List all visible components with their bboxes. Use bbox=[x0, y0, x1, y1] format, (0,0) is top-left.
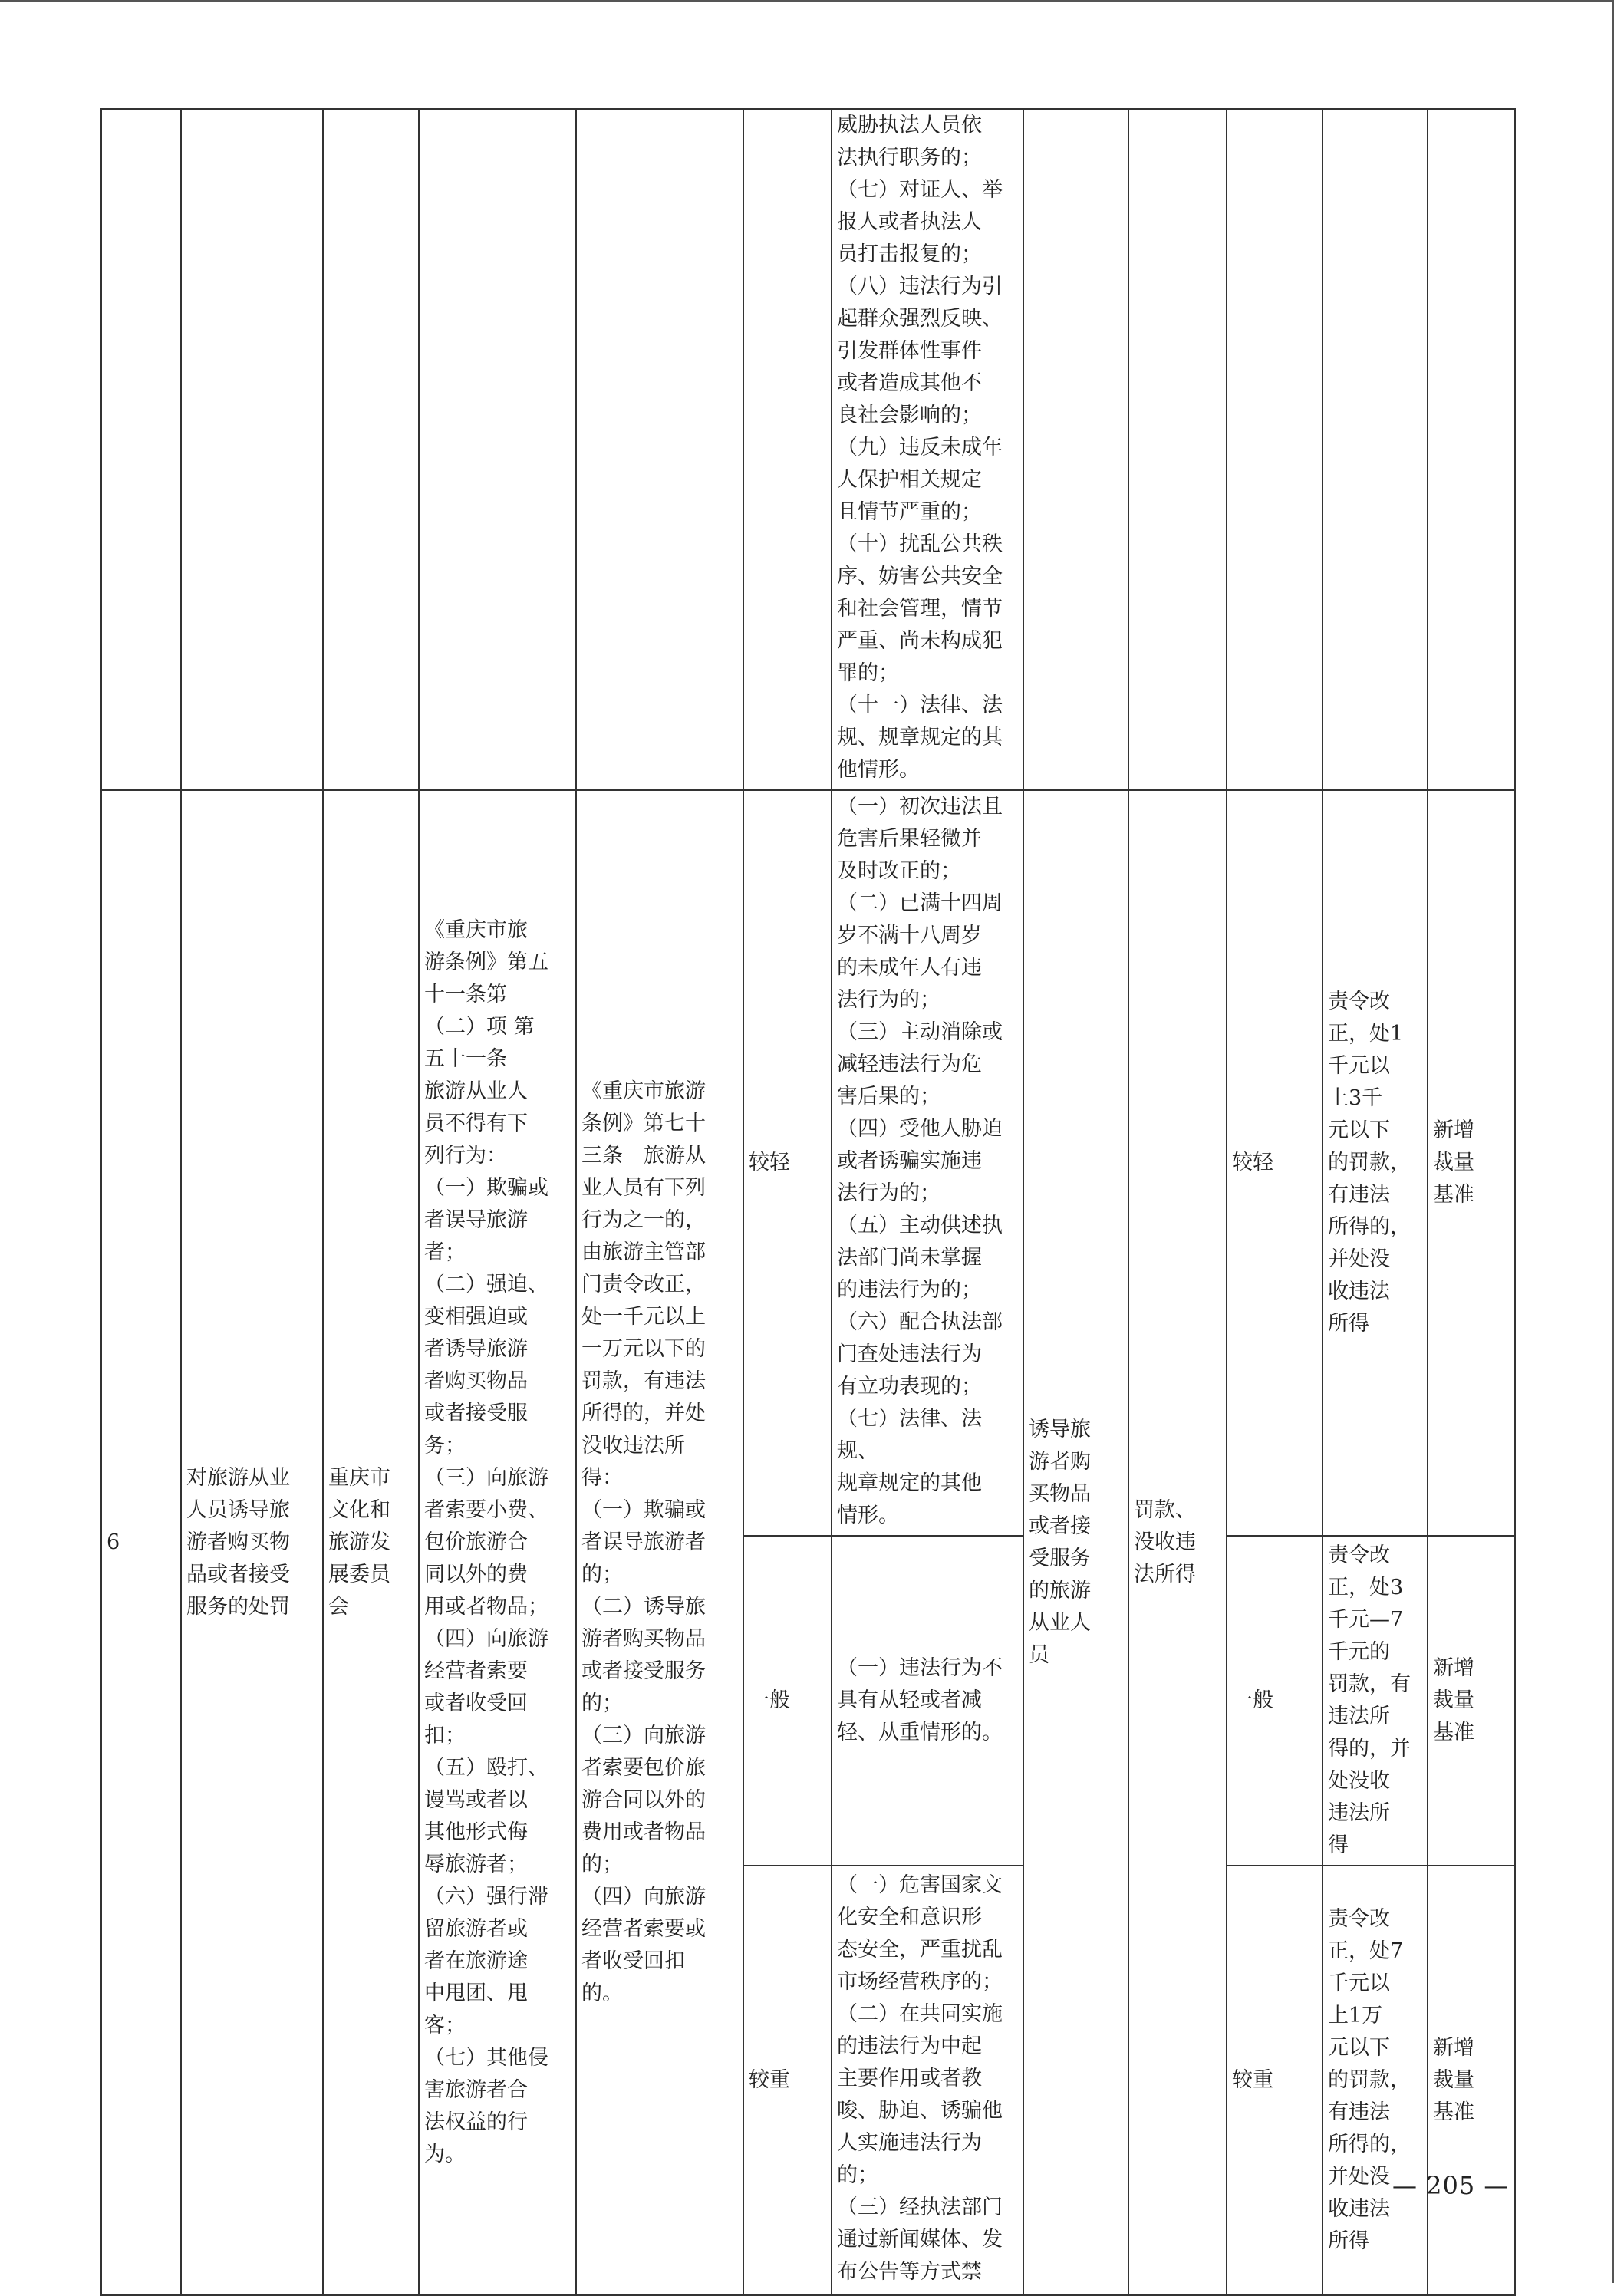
text-line: （一）欺骗或 bbox=[424, 1176, 548, 1200]
text-line: （七）其他侵 bbox=[424, 2046, 548, 2070]
text-line: （三）向旅游 bbox=[581, 1724, 706, 1748]
cell-empty bbox=[1227, 109, 1322, 790]
text-line: 谩骂或者以 bbox=[424, 1788, 528, 1812]
text-line: 人保护相关规定 bbox=[837, 468, 982, 492]
text-line: 责令改 bbox=[1328, 1907, 1390, 1931]
remark-cell bbox=[1428, 1536, 1515, 1866]
text-line: 新增 bbox=[1433, 1118, 1474, 1142]
text-line: 态安全，严重扰乱 bbox=[837, 1938, 1003, 1962]
text-line: 经营者索要或 bbox=[581, 1917, 706, 1941]
text-line: 买物品 bbox=[1029, 1482, 1091, 1506]
text-line: 危害后果轻微并 bbox=[837, 827, 982, 851]
text-line: 唆、胁迫、诱骗他 bbox=[837, 2099, 1003, 2123]
text-line: 没收违法所 bbox=[581, 1434, 685, 1458]
text-line: 所得的， bbox=[1328, 1215, 1411, 1239]
text-line: 或者收受回 bbox=[424, 1692, 528, 1715]
text-line: 千元以 bbox=[1328, 1972, 1390, 1995]
text-line: 者购买物品 bbox=[424, 1369, 528, 1393]
cell-empty bbox=[1428, 109, 1515, 790]
text-line: （十）扰乱公共秩 bbox=[837, 532, 1003, 556]
cell-empty bbox=[181, 109, 323, 790]
text-line: 的； bbox=[581, 1692, 623, 1715]
text-line: 者误导旅游者 bbox=[581, 1530, 706, 1554]
text-line: 者误导旅游 bbox=[424, 1208, 528, 1232]
text-line: 游者购买物 bbox=[186, 1530, 290, 1554]
text-line: 员 bbox=[1029, 1643, 1049, 1667]
text-line: 市场经营秩序的； bbox=[837, 1970, 1003, 1994]
text-line: 责令改 bbox=[1328, 990, 1390, 1013]
row-number: 6 bbox=[101, 790, 181, 2295]
text-line: 法所得 bbox=[1134, 1563, 1196, 1586]
text-line: （一）违法行为不 bbox=[837, 1656, 1003, 1680]
text-line: 旅游发 bbox=[328, 1530, 390, 1554]
text-line: 或者诱骗实施违 bbox=[837, 1149, 982, 1173]
text-line: 得的，并 bbox=[1328, 1737, 1411, 1761]
standard-cell bbox=[1322, 1536, 1428, 1866]
text-line: 的未成年人有违 bbox=[837, 956, 982, 980]
text-line: 由旅游主管部 bbox=[581, 1240, 706, 1264]
text-line: 法执行职务的； bbox=[837, 146, 982, 170]
text-line: 裁量 bbox=[1433, 1688, 1474, 1712]
text-line: 游条例》第五 bbox=[424, 950, 548, 974]
text-line: 员不得有下 bbox=[424, 1112, 528, 1135]
text-line: 五十一条 bbox=[424, 1047, 507, 1071]
text-line: 业人员有下列 bbox=[581, 1176, 706, 1200]
text-line: 所得 bbox=[1328, 1312, 1369, 1336]
text-line: 中甩团、甩 bbox=[424, 1981, 528, 2005]
cell-empty bbox=[419, 109, 576, 790]
text-line: 得： bbox=[581, 1466, 623, 1490]
text-line: 者； bbox=[424, 1240, 466, 1264]
text-line: 受服务 bbox=[1029, 1547, 1091, 1570]
text-line: 罚款，有违法 bbox=[581, 1369, 706, 1393]
text-line: （六）强行滞 bbox=[424, 1885, 548, 1909]
text-line: 的违法行为中起 bbox=[837, 2034, 982, 2058]
text-line: 辱旅游者； bbox=[424, 1853, 528, 1876]
text-line: （八）违法行为引 bbox=[837, 275, 1003, 298]
text-line: 三条 旅游从 bbox=[581, 1144, 706, 1168]
text-line: 重庆市 bbox=[328, 1466, 390, 1490]
text-line: 具有从轻或者减 bbox=[837, 1688, 982, 1712]
text-line: 有违法 bbox=[1328, 1183, 1390, 1207]
text-line: 游者购 bbox=[1029, 1450, 1091, 1474]
text-line: 裁量 bbox=[1433, 2068, 1474, 2092]
text-line: 千元的 bbox=[1328, 1640, 1390, 1664]
text-line: （七）法律、法规、 bbox=[837, 1407, 982, 1463]
text-line: 规、规章规定的其 bbox=[837, 726, 1003, 749]
text-line: 或者接 bbox=[1029, 1514, 1091, 1538]
text-line: 罪的； bbox=[837, 661, 899, 685]
text-line: 起群众强烈反映、 bbox=[837, 307, 1003, 331]
text-line: 一万元以下的 bbox=[581, 1337, 706, 1361]
text-line: 正，处1 bbox=[1328, 1022, 1404, 1046]
text-line: 害后果的； bbox=[837, 1085, 940, 1108]
text-line: 同以外的费 bbox=[424, 1563, 528, 1586]
text-line: 有违法 bbox=[1328, 2100, 1390, 2124]
text-line: 人实施违法行为 bbox=[837, 2131, 982, 2155]
text-line: 务； bbox=[424, 1434, 466, 1458]
text-line: 化安全和意识形 bbox=[837, 1906, 982, 1929]
text-line: 正，处3 bbox=[1328, 1576, 1404, 1599]
text-line: 门责令改正， bbox=[581, 1273, 706, 1296]
text-line: 并处没 bbox=[1328, 2165, 1390, 2189]
text-line: 处没收 bbox=[1328, 1769, 1390, 1793]
cell-empty bbox=[576, 109, 743, 790]
text-line: （三）向旅游 bbox=[424, 1466, 548, 1490]
text-line: 从业人 bbox=[1029, 1611, 1091, 1635]
cell-empty bbox=[101, 109, 181, 790]
text-line: 有立功表现的； bbox=[837, 1375, 982, 1398]
remark-cell bbox=[1428, 1866, 1515, 2295]
subject-cell bbox=[1023, 790, 1128, 2295]
discretion-level: 较轻 bbox=[1227, 790, 1322, 1536]
penalty-basis-cell bbox=[576, 790, 743, 2295]
text-line: （九）违反未成年 bbox=[837, 436, 1003, 460]
text-line: （五）主动供述执 bbox=[837, 1214, 1003, 1237]
text-line: 情形。 bbox=[837, 1504, 899, 1527]
text-line: 对旅游从业 bbox=[186, 1466, 290, 1490]
text-line: 客； bbox=[424, 2014, 466, 2037]
text-line: （一）危害国家文 bbox=[837, 1873, 1003, 1897]
text-line: 法部门尚未掌握 bbox=[837, 1246, 982, 1270]
text-line: 的。 bbox=[581, 1981, 623, 2005]
text-line: 没收违 bbox=[1134, 1530, 1196, 1554]
text-line: 法权益的行 bbox=[424, 2110, 528, 2134]
text-line: （三）经执法部门 bbox=[837, 2196, 1003, 2219]
text-line: 人员诱导旅 bbox=[186, 1498, 290, 1522]
text-line: 行为之一的， bbox=[581, 1208, 706, 1232]
text-line: （一）初次违法且 bbox=[837, 795, 1003, 819]
text-line: 十一条第 bbox=[424, 983, 507, 1006]
text-line: 品或者接受 bbox=[186, 1563, 290, 1586]
text-line: 留旅游者或 bbox=[424, 1917, 528, 1941]
text-line: 违法所 bbox=[1328, 1801, 1390, 1825]
text-line: 收违法 bbox=[1328, 1280, 1390, 1303]
continued-conditions-cell bbox=[832, 109, 1023, 790]
text-line: 法行为的； bbox=[837, 988, 940, 1012]
text-line: 者在旅游途 bbox=[424, 1949, 528, 1973]
standard-cell bbox=[1322, 790, 1428, 1536]
text-line: 序、妨害公共安全 bbox=[837, 565, 1003, 588]
text-line: 轻、从重情形的。 bbox=[837, 1721, 1003, 1744]
text-line: 《重庆市旅游 bbox=[581, 1079, 706, 1103]
cell-empty bbox=[1322, 109, 1428, 790]
standard-cell bbox=[1322, 1866, 1428, 2295]
text-line: （七）对证人、举 bbox=[837, 178, 1003, 202]
text-line: 所得的，并处 bbox=[581, 1402, 706, 1425]
cell-empty bbox=[1128, 109, 1227, 790]
cell-empty bbox=[743, 109, 832, 790]
text-line: （二）诱导旅 bbox=[581, 1595, 706, 1619]
row6-level-light bbox=[101, 790, 1515, 1536]
text-line: 违法所 bbox=[1328, 1705, 1390, 1728]
text-line: 扣； bbox=[424, 1724, 466, 1748]
text-line: 的旅游 bbox=[1029, 1579, 1091, 1603]
text-line: 罚款、 bbox=[1134, 1498, 1196, 1522]
text-line: 他情形。 bbox=[837, 758, 920, 782]
text-line: 严重、尚未构成犯 bbox=[837, 629, 1003, 653]
text-line: 新增 bbox=[1433, 2036, 1474, 2060]
text-line: 基准 bbox=[1433, 2100, 1474, 2124]
text-line: 变相强迫或 bbox=[424, 1305, 528, 1329]
text-line: （二）已满十四周 bbox=[837, 891, 1003, 915]
text-line: 者索要小费、 bbox=[424, 1498, 548, 1522]
violation-level: 较重 bbox=[743, 1866, 832, 2295]
agency-cell bbox=[323, 790, 419, 2295]
text-line: 主要作用或者教 bbox=[837, 2067, 982, 2090]
text-line: 其他形式侮 bbox=[424, 1820, 528, 1844]
text-line: 包价旅游合 bbox=[424, 1530, 528, 1554]
text-line: 的； bbox=[581, 1853, 623, 1876]
text-line: （三）主动消除或 bbox=[837, 1020, 1003, 1044]
text-line: 诱导旅 bbox=[1029, 1418, 1091, 1441]
text-line: 布公告等方式禁 bbox=[837, 2260, 982, 2284]
text-line: 正，处7 bbox=[1328, 1939, 1404, 1963]
text-line: 展委员 bbox=[328, 1563, 390, 1586]
conditions-cell bbox=[832, 1536, 1023, 1866]
text-line: 罚款，有 bbox=[1328, 1672, 1411, 1696]
text-line: 门查处违法行为 bbox=[837, 1342, 982, 1366]
text-line: 的违法行为的； bbox=[837, 1278, 982, 1302]
page-top-border bbox=[0, 0, 1614, 2]
text-line: 为。 bbox=[424, 2143, 466, 2166]
text-line: 元以下 bbox=[1328, 2036, 1390, 2060]
text-line: （二）在共同实施 bbox=[837, 2002, 1003, 2026]
text-line: 千元以 bbox=[1328, 1054, 1390, 1078]
text-line: 的罚款， bbox=[1328, 2068, 1411, 2092]
text-line: 规章规定的其他 bbox=[837, 1471, 982, 1495]
text-line: 基准 bbox=[1433, 1721, 1474, 1744]
text-line: 并处没 bbox=[1328, 1247, 1390, 1271]
text-line: 或者接受服 bbox=[424, 1402, 528, 1425]
text-line: 引发群体性事件 bbox=[837, 339, 982, 363]
text-line: 元以下 bbox=[1328, 1118, 1390, 1142]
item-name-cell bbox=[181, 790, 323, 2295]
text-line: 的； bbox=[581, 1563, 623, 1586]
text-line: 的； bbox=[837, 2163, 878, 2187]
legal-basis-cell bbox=[419, 790, 576, 2295]
text-line: 且情节严重的； bbox=[837, 500, 982, 524]
text-line: 和社会管理，情节 bbox=[837, 597, 1003, 621]
text-line: （四）向旅游 bbox=[424, 1627, 548, 1651]
text-line: 文化和 bbox=[328, 1498, 390, 1522]
continuation-row bbox=[101, 109, 1515, 790]
text-line: 上3千 bbox=[1328, 1086, 1383, 1110]
text-line: 收违法 bbox=[1328, 2197, 1390, 2221]
text-line: 所得 bbox=[1328, 2229, 1369, 2253]
text-line: 旅游从业人 bbox=[424, 1079, 528, 1103]
text-line: 游合同以外的 bbox=[581, 1788, 706, 1812]
text-line: 新增 bbox=[1433, 1656, 1474, 1680]
text-line: 者收受回扣 bbox=[581, 1949, 685, 1973]
text-line: 列行为： bbox=[424, 1144, 507, 1168]
discretion-level: 较重 bbox=[1227, 1866, 1322, 2295]
text-line: 减轻违法行为危 bbox=[837, 1052, 982, 1076]
text-line: 裁量 bbox=[1433, 1151, 1474, 1174]
violation-level: 较轻 bbox=[743, 790, 832, 1536]
text-line: 通过新闻媒体、发 bbox=[837, 2228, 1003, 2252]
text-line: 或者造成其他不 bbox=[837, 371, 982, 395]
text-line: 会 bbox=[328, 1595, 349, 1619]
text-line: （四）向旅游 bbox=[581, 1885, 706, 1909]
text-line: 游者购买物品 bbox=[581, 1627, 706, 1651]
remark-cell bbox=[1428, 790, 1515, 1536]
conditions-cell bbox=[832, 790, 1023, 1536]
text-line: 岁不满十八周岁 bbox=[837, 924, 982, 947]
cell-empty bbox=[1023, 109, 1128, 790]
text-line: （二）项 第 bbox=[424, 1015, 535, 1039]
text-line: 上1万 bbox=[1328, 2004, 1383, 2028]
text-line: 用或者物品； bbox=[424, 1595, 548, 1619]
text-line: 及时改正的； bbox=[837, 859, 961, 883]
text-line: （四）受他人胁迫 bbox=[837, 1117, 1003, 1141]
text-line: 费用或者物品 bbox=[581, 1820, 706, 1844]
conditions-cell bbox=[832, 1866, 1023, 2295]
penalty-type-cell bbox=[1128, 790, 1227, 2295]
page-number: — 205 — bbox=[1392, 2171, 1510, 2200]
discretion-level: 一般 bbox=[1227, 1536, 1322, 1866]
text-line: 经营者索要 bbox=[424, 1659, 528, 1683]
continued-conditions bbox=[837, 110, 1018, 786]
text-line: 者索要包价旅 bbox=[581, 1756, 706, 1780]
text-line: 所得的， bbox=[1328, 2133, 1411, 2156]
text-line: 报人或者执法人 bbox=[837, 210, 982, 234]
text-line: （十一）法律、法 bbox=[837, 693, 1003, 717]
text-line: 良社会影响的； bbox=[837, 404, 982, 427]
text-line: （六）配合执法部 bbox=[837, 1310, 1003, 1334]
text-line: 的罚款， bbox=[1328, 1151, 1411, 1174]
discretion-standard-table bbox=[100, 108, 1516, 2296]
text-line: 责令改 bbox=[1328, 1543, 1390, 1567]
cell-empty bbox=[323, 109, 419, 790]
text-line: 处一千元以上 bbox=[581, 1305, 706, 1329]
text-line: 条例》第七十 bbox=[581, 1112, 706, 1135]
text-line: 或者接受服务 bbox=[581, 1659, 706, 1683]
text-line: （一）欺骗或 bbox=[581, 1498, 706, 1522]
text-line: （五）殴打、 bbox=[424, 1756, 548, 1780]
text-line: 得 bbox=[1328, 1833, 1349, 1857]
text-line: 服务的处罚 bbox=[186, 1595, 290, 1619]
text-line: 基准 bbox=[1433, 1183, 1474, 1207]
text-line: 者诱导旅游 bbox=[424, 1337, 528, 1361]
text-line: 千元—7 bbox=[1328, 1608, 1404, 1632]
text-line: 员打击报复的； bbox=[837, 242, 982, 266]
text-line: 威胁执法人员依 bbox=[837, 114, 982, 137]
text-line: 害旅游者合 bbox=[424, 2078, 528, 2102]
violation-level: 一般 bbox=[743, 1536, 832, 1866]
text-line: 法行为的； bbox=[837, 1181, 940, 1205]
text-line: 《重庆市旅 bbox=[424, 918, 528, 942]
text-line: （二）强迫、 bbox=[424, 1273, 548, 1296]
